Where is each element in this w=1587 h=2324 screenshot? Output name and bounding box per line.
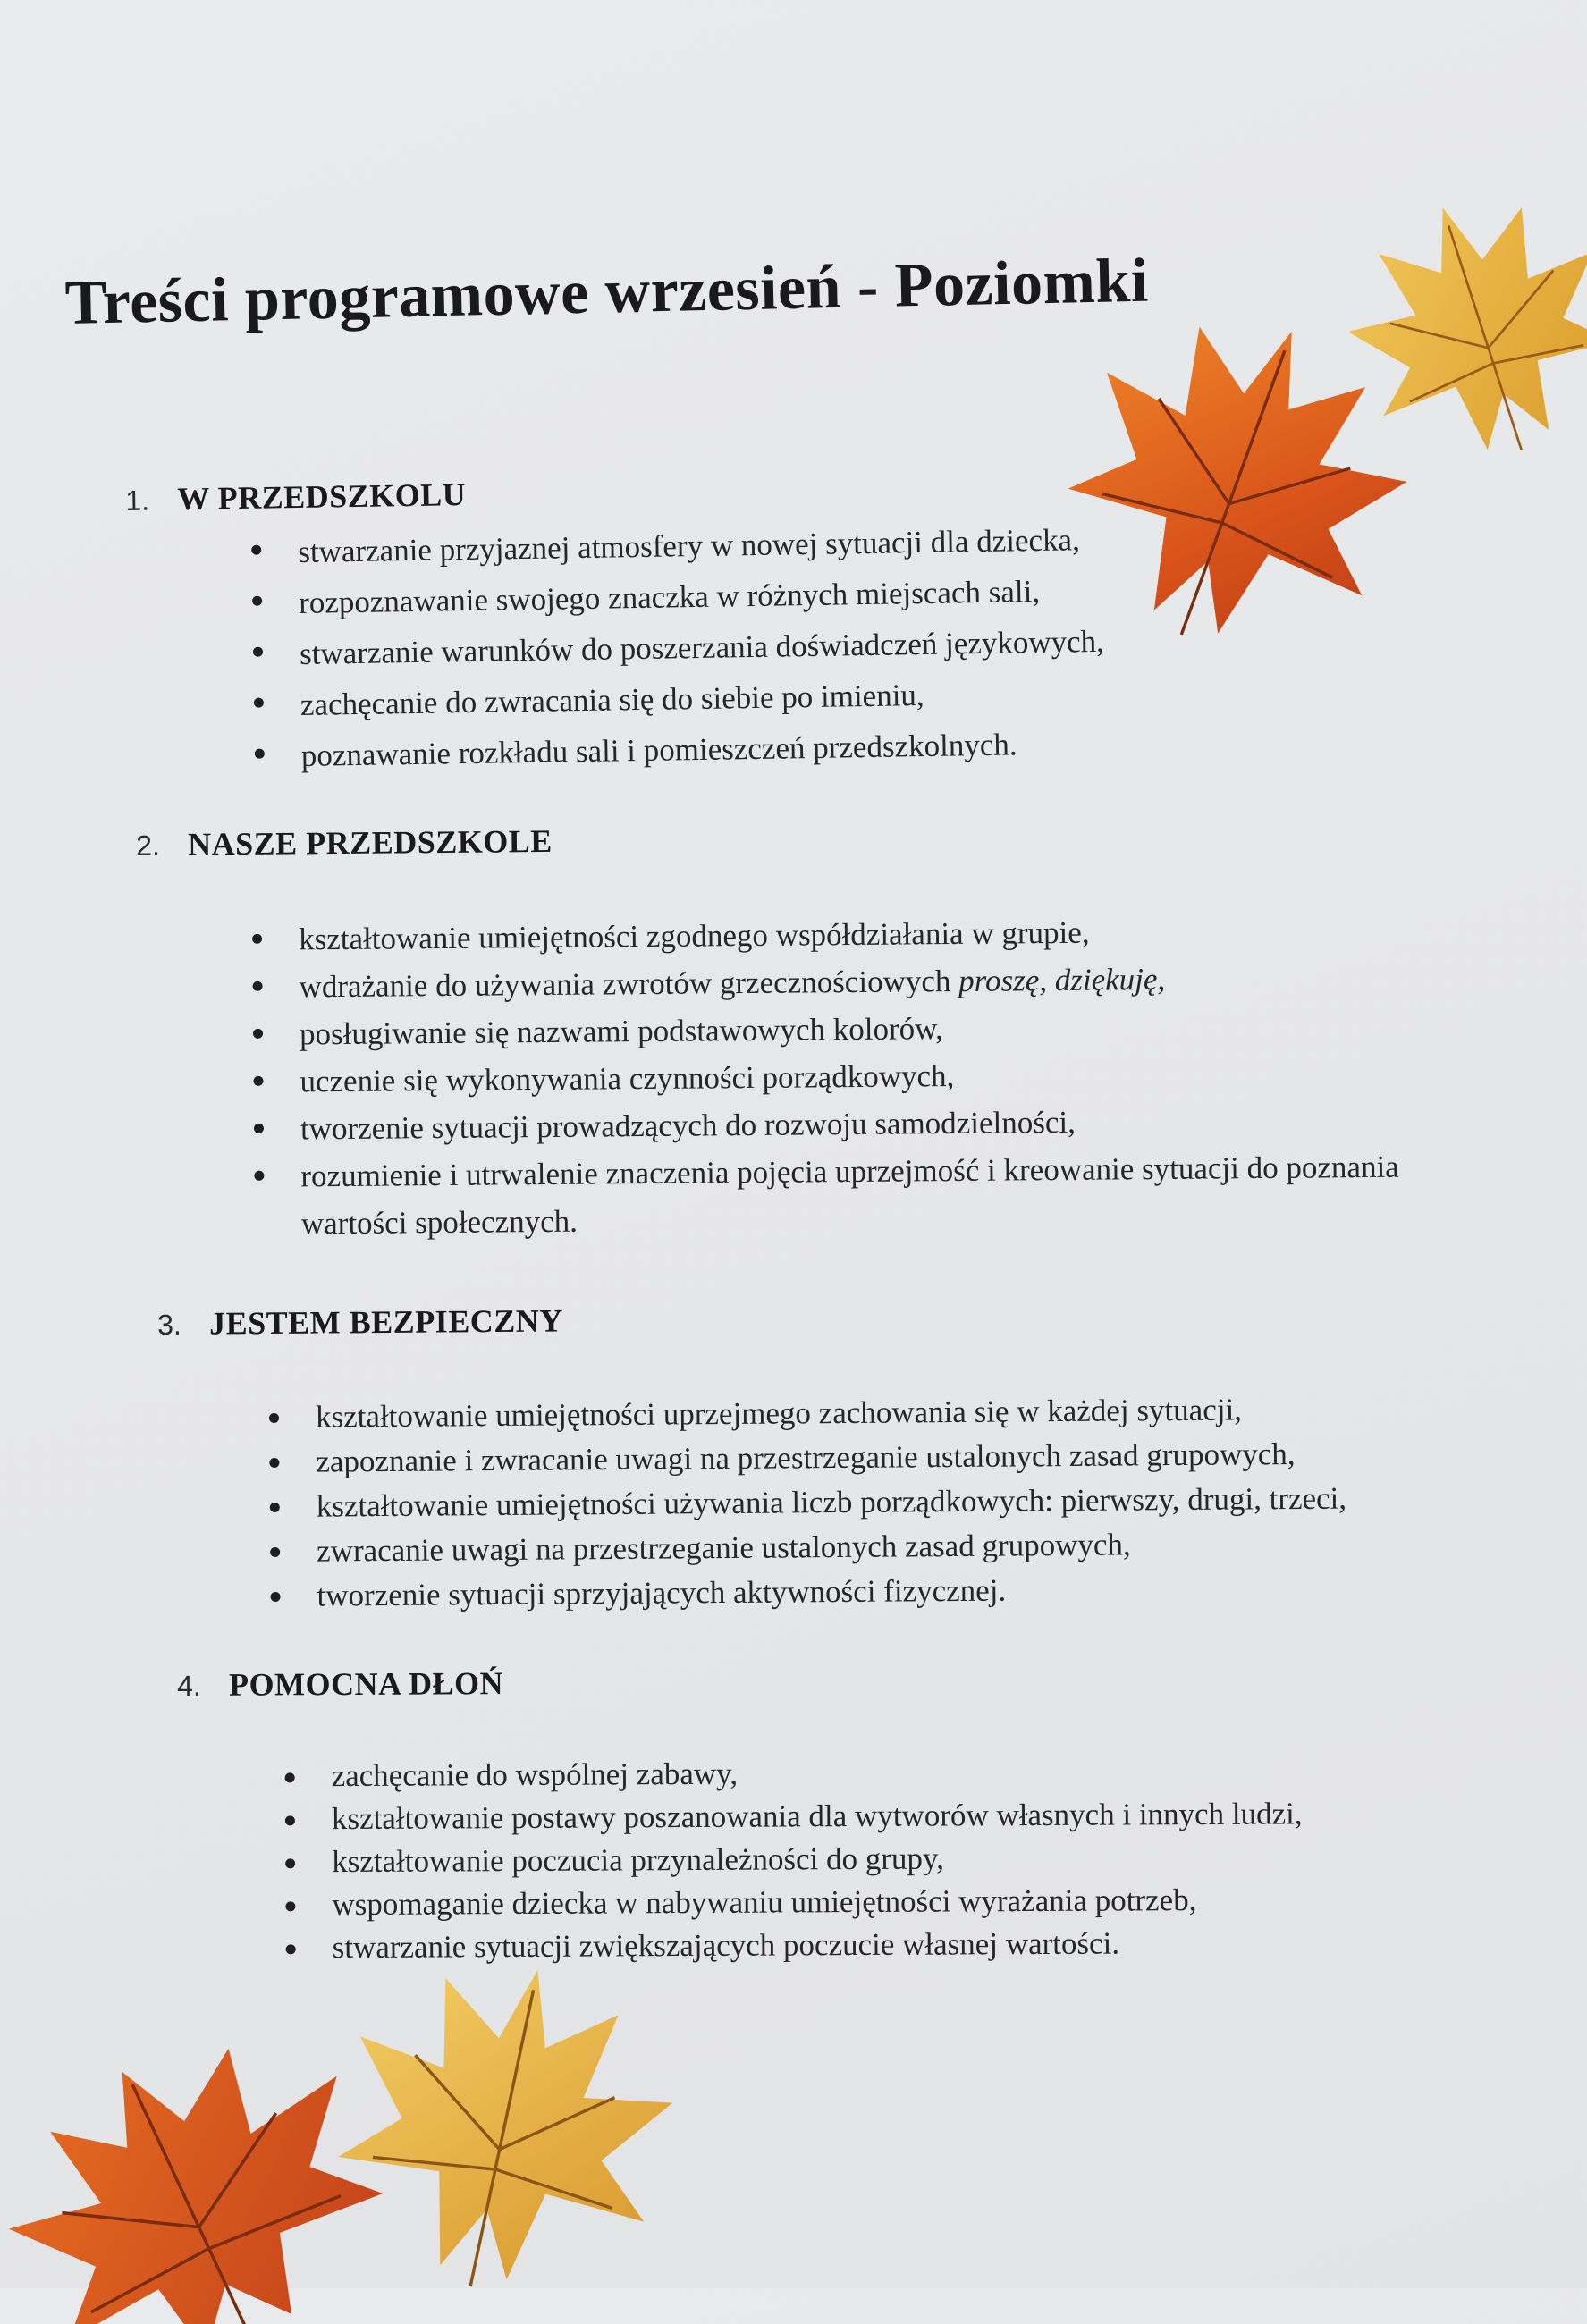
list-item: kształtowanie umiejętności używania liczb porządkowych: pierwszy, drugi, trzeci, [265, 1476, 1391, 1529]
bullet-icon [252, 934, 262, 944]
section-jestem-bezpieczny [157, 1295, 1392, 1620]
bullet-list [264, 1386, 1392, 1619]
list-item: tworzenie sytuacji sprzyjających aktywności fizycznej. [265, 1565, 1391, 1619]
bullet-list [246, 512, 1233, 782]
section-heading [157, 1295, 1389, 1343]
list-item: tworzenie sytuacji prowadzących do rozwoju samodzielności, [249, 1096, 1411, 1153]
page-title: Treści programowe wrzesień - Poziomki [64, 246, 1150, 338]
bullet-list [247, 906, 1412, 1248]
section-w-przedszkolu [125, 464, 1233, 784]
list-item: kształtowanie poczucia przynależności do grupy, [280, 1835, 1442, 1884]
list-item: rozumienie i utrwalenie znaczenia pojęcia uprzejmość i kreowanie sytuacji do poznania wartości społecznych. [249, 1143, 1412, 1248]
bullet-icon [285, 1858, 295, 1868]
bullet-icon [254, 698, 264, 708]
bullet-icon [270, 1503, 280, 1512]
section-heading [136, 815, 1408, 863]
list-item: zachęcanie do wspólnej zabawy, [280, 1749, 1442, 1798]
bullet-list [280, 1749, 1443, 1970]
bullet-icon [252, 596, 262, 606]
list-item: zapoznanie i zwracanie uwagi na przestrzeganie ustalonych zasad grupowych, [264, 1431, 1390, 1485]
italic-phrase: proszę, dziękuję, [958, 961, 1166, 998]
section-title: JESTEM BEZPIECZNY [209, 1302, 563, 1342]
section-heading [177, 1660, 1441, 1704]
list-item: stwarzanie warunków do poszerzania doświadczeń językowych, [248, 614, 1232, 680]
list-item: rozpoznawanie swojego znaczka w różnych miejscach sali, [247, 563, 1231, 629]
list-item: poznawanie rozkładu sali i pomieszczeń przedszkolnych. [249, 716, 1233, 782]
golden-maple-leaf-icon-bottom [335, 1953, 675, 2293]
list-item: kształtowanie postawy poszanowania dla wytworów własnych i innych ludzi, [280, 1792, 1442, 1841]
section-number: 4. [177, 1669, 201, 1702]
section-title: NASZE PRZEDSZKOLE [188, 822, 553, 863]
bullet-icon [253, 647, 263, 657]
section-number: 1. [125, 484, 150, 517]
list-item: kształtowanie umiejętności zgodnego współdziałania w grupie, [247, 906, 1409, 964]
bullet-icon [270, 1547, 280, 1557]
list-item: zwracanie uwagi na przestrzeganie ustalonych zasad grupowych, [265, 1520, 1391, 1574]
list-item: stwarzanie przyjaznej atmosfery w nowej sytuacji dla dziecka, [246, 512, 1230, 578]
bullet-icon [251, 545, 261, 555]
bullet-icon [286, 1944, 296, 1954]
list-item: stwarzanie sytuacji zwiększających poczucie własnej wartości. [281, 1921, 1443, 1970]
bullet-icon [253, 1076, 263, 1086]
bullet-icon [271, 1592, 281, 1602]
bullet-icon [269, 1413, 279, 1423]
list-item: uczenie się wykonywania czynności porządkowych, [248, 1048, 1410, 1106]
section-title: POMOCNA DŁOŃ [229, 1665, 504, 1703]
list-item: kształtowanie umiejętności uprzejmego zachowania się w każdej sytuacji, [264, 1386, 1390, 1440]
list-item: posługiwanie się nazwami podstawowych kolorów, [248, 1001, 1410, 1058]
list-item: zachęcanie do zwracania się do siebie po imieniu, [249, 665, 1233, 731]
section-number: 3. [157, 1308, 182, 1341]
section-heading [125, 464, 1229, 518]
section-pomocna-dlon [177, 1660, 1443, 1970]
bullet-icon [269, 1458, 279, 1468]
bullet-icon [285, 1901, 295, 1911]
list-item: wspomaganie dziecka w nabywaniu umiejętności wyrażania potrzeb, [280, 1878, 1442, 1927]
bullet-icon [253, 981, 263, 991]
bullet-icon [253, 1029, 263, 1039]
list-item: wdrażanie do używania zwrotów grzecznościowych proszę, dziękuję, [247, 954, 1409, 1011]
section-nasze-przedszkole [136, 815, 1412, 1249]
bullet-icon [285, 1772, 295, 1782]
bullet-icon [254, 1124, 264, 1133]
bullet-icon [285, 1815, 295, 1825]
bullet-icon [254, 1171, 264, 1181]
section-number: 2. [136, 829, 161, 862]
bullet-icon [255, 749, 265, 759]
section-title: W PRZEDSZKOLU [177, 476, 467, 518]
